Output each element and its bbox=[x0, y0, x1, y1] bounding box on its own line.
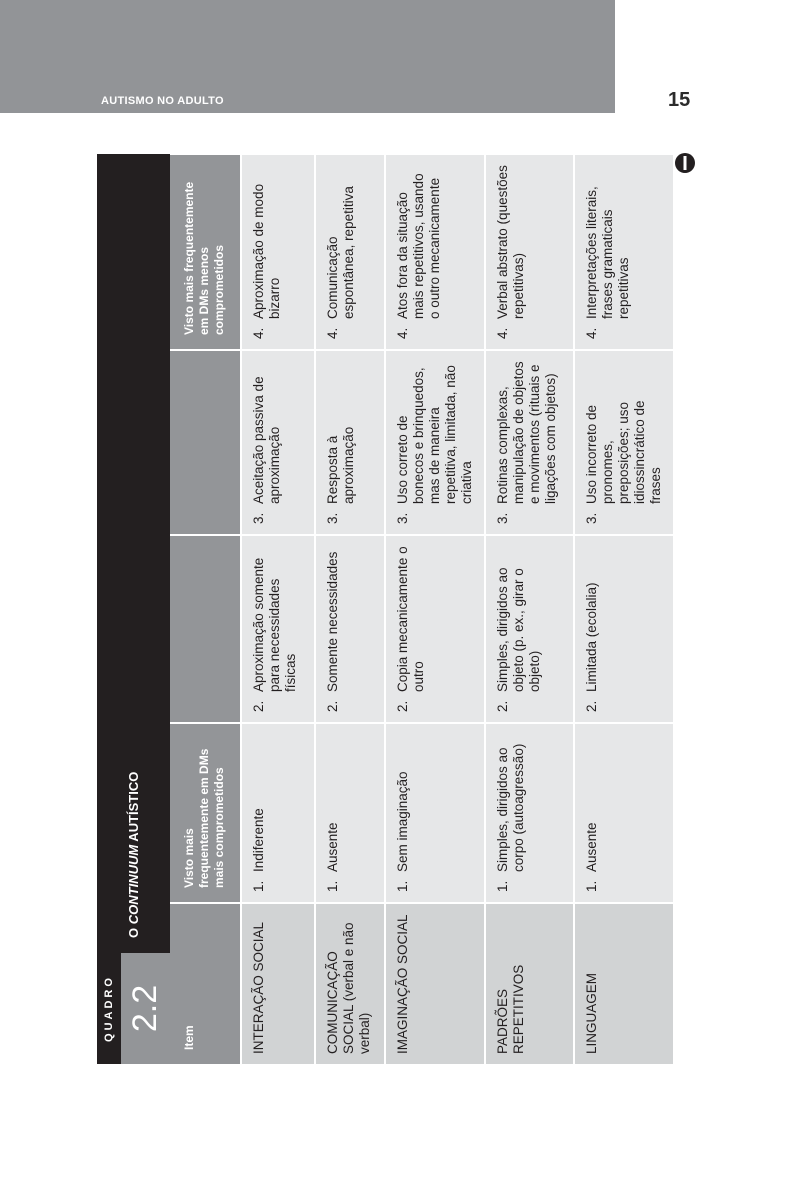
row-item: INTERAÇÃO SOCIAL bbox=[241, 903, 315, 1064]
cell-text: Atos fora da situação mais repetitivos, usando o outro mecanicamente bbox=[395, 173, 442, 319]
cell bbox=[574, 350, 673, 535]
title-prefix: O bbox=[126, 924, 141, 938]
row-item: PADRÕES REPETITIVOS bbox=[485, 903, 574, 1064]
cell-number: 2. bbox=[251, 700, 266, 712]
cell-number: 2. bbox=[495, 700, 510, 712]
cell-number: 1. bbox=[584, 880, 599, 892]
cell-text: Aceitação passiva de aproximação bbox=[251, 376, 282, 504]
cell-text: Aproximação de modo bizarro bbox=[251, 183, 282, 319]
cell bbox=[241, 723, 315, 903]
table-row bbox=[485, 154, 574, 1064]
cell-text: Simples, dirigidos ao corpo (autoagressão) bbox=[495, 743, 526, 872]
cell bbox=[315, 154, 385, 350]
cell-number: 1. bbox=[395, 880, 410, 892]
rotated-table-container bbox=[97, 154, 665, 1064]
cell bbox=[241, 350, 315, 535]
cell bbox=[385, 350, 485, 535]
cell bbox=[385, 154, 485, 350]
cell-text: Limitada (ecolalia) bbox=[584, 582, 599, 692]
cell-text: Rotinas complexas, manipulação de objetos e movimentos (rituais e ligações com objetos) bbox=[495, 361, 558, 504]
cell-text: Resposta à aproximação bbox=[325, 426, 356, 504]
cell bbox=[574, 154, 673, 350]
quadro-title-bar bbox=[97, 154, 170, 1064]
info-circle-icon bbox=[674, 152, 696, 174]
quadro-title bbox=[97, 772, 170, 938]
header-least-compromised: Visto mais frequentemente em DMs menos comprometidos bbox=[170, 154, 241, 350]
cell-number: 4. bbox=[325, 327, 340, 339]
header-item: Item bbox=[170, 903, 241, 1064]
cell-number: 3. bbox=[495, 512, 510, 524]
cell-number: 3. bbox=[584, 512, 599, 524]
cell bbox=[315, 723, 385, 903]
cell-text: Ausente bbox=[584, 822, 599, 872]
row-item: COMUNICAÇÃO SOCIAL (verbal e não verbal) bbox=[315, 903, 385, 1064]
table-row bbox=[241, 154, 315, 1064]
cell-text: Interpretações literais, frases gramaticais repetitivas bbox=[584, 186, 631, 319]
cell-number: 3. bbox=[325, 512, 340, 524]
quadro-number: 2.2 bbox=[126, 984, 164, 1033]
running-head: AUTISMO NO ADULTO bbox=[101, 95, 224, 107]
header-col-3 bbox=[170, 535, 241, 723]
cell-text: Aproximação somente para necessidades físicas bbox=[251, 557, 298, 692]
row-item: LINGUAGEM bbox=[574, 903, 673, 1064]
cell-number: 1. bbox=[495, 880, 510, 892]
cell bbox=[485, 535, 574, 723]
quadro-content bbox=[97, 154, 665, 1064]
cell-number: 4. bbox=[251, 327, 266, 339]
header-band bbox=[0, 0, 615, 113]
continuum-table bbox=[170, 153, 673, 1064]
cell bbox=[574, 535, 673, 723]
cell-text: Ausente bbox=[325, 822, 340, 872]
cell-text: Verbal abstrato (questões repetitivas) bbox=[495, 165, 526, 319]
cell bbox=[315, 350, 385, 535]
cell bbox=[315, 535, 385, 723]
cell bbox=[241, 535, 315, 723]
title-suffix: AUTÍSTICO bbox=[126, 771, 141, 845]
cell bbox=[385, 723, 485, 903]
cell-number: 2. bbox=[395, 700, 410, 712]
cell-number: 4. bbox=[395, 327, 410, 339]
cell-number: 1. bbox=[325, 880, 340, 892]
cell-text: Simples, dirigidos ao objeto (p. ex., girar o objeto) bbox=[495, 567, 542, 692]
cell-text: Copia mecanicamente o outro bbox=[395, 546, 426, 692]
table-header-row bbox=[170, 154, 241, 1064]
row-item: IMAGINAÇÃO SOCIAL bbox=[385, 903, 485, 1064]
cell-text: Comunicação espontânea, repetitiva bbox=[325, 186, 356, 319]
quadro-label: QUADRO bbox=[97, 953, 121, 1064]
cell bbox=[574, 723, 673, 903]
cell bbox=[485, 154, 574, 350]
cell-number: 3. bbox=[395, 512, 410, 524]
cell bbox=[241, 154, 315, 350]
cell-text: Uso correto de bonecos e brinquedos, mas de maneira repetitiva, limitada, não criativa bbox=[395, 365, 474, 504]
cell-text: Uso incorreto de pronomes, preposições; uso idiossincrático de frases bbox=[584, 400, 663, 504]
page-number: 15 bbox=[668, 89, 691, 111]
table-row bbox=[315, 154, 385, 1064]
cell-number: 1. bbox=[251, 880, 266, 892]
title-italic: CONTINUUM bbox=[126, 844, 141, 925]
cell-text: Sem imaginação bbox=[395, 771, 410, 872]
cell-number: 4. bbox=[495, 327, 510, 339]
cell bbox=[385, 535, 485, 723]
cell-number: 4. bbox=[584, 327, 599, 339]
table-row bbox=[574, 154, 673, 1064]
table-row bbox=[385, 154, 485, 1064]
cell-text: Indiferente bbox=[251, 808, 266, 872]
header-col-4 bbox=[170, 350, 241, 535]
quadro-tab bbox=[97, 953, 170, 1064]
cell bbox=[485, 723, 574, 903]
cell bbox=[485, 350, 574, 535]
header-most-compromised: Visto mais frequentemente em DMs mais comprometidos bbox=[170, 723, 241, 903]
cell-number: 2. bbox=[325, 700, 340, 712]
cell-number: 3. bbox=[251, 512, 266, 524]
cell-number: 2. bbox=[584, 700, 599, 712]
cell-text: Somente necessidades bbox=[325, 551, 340, 692]
